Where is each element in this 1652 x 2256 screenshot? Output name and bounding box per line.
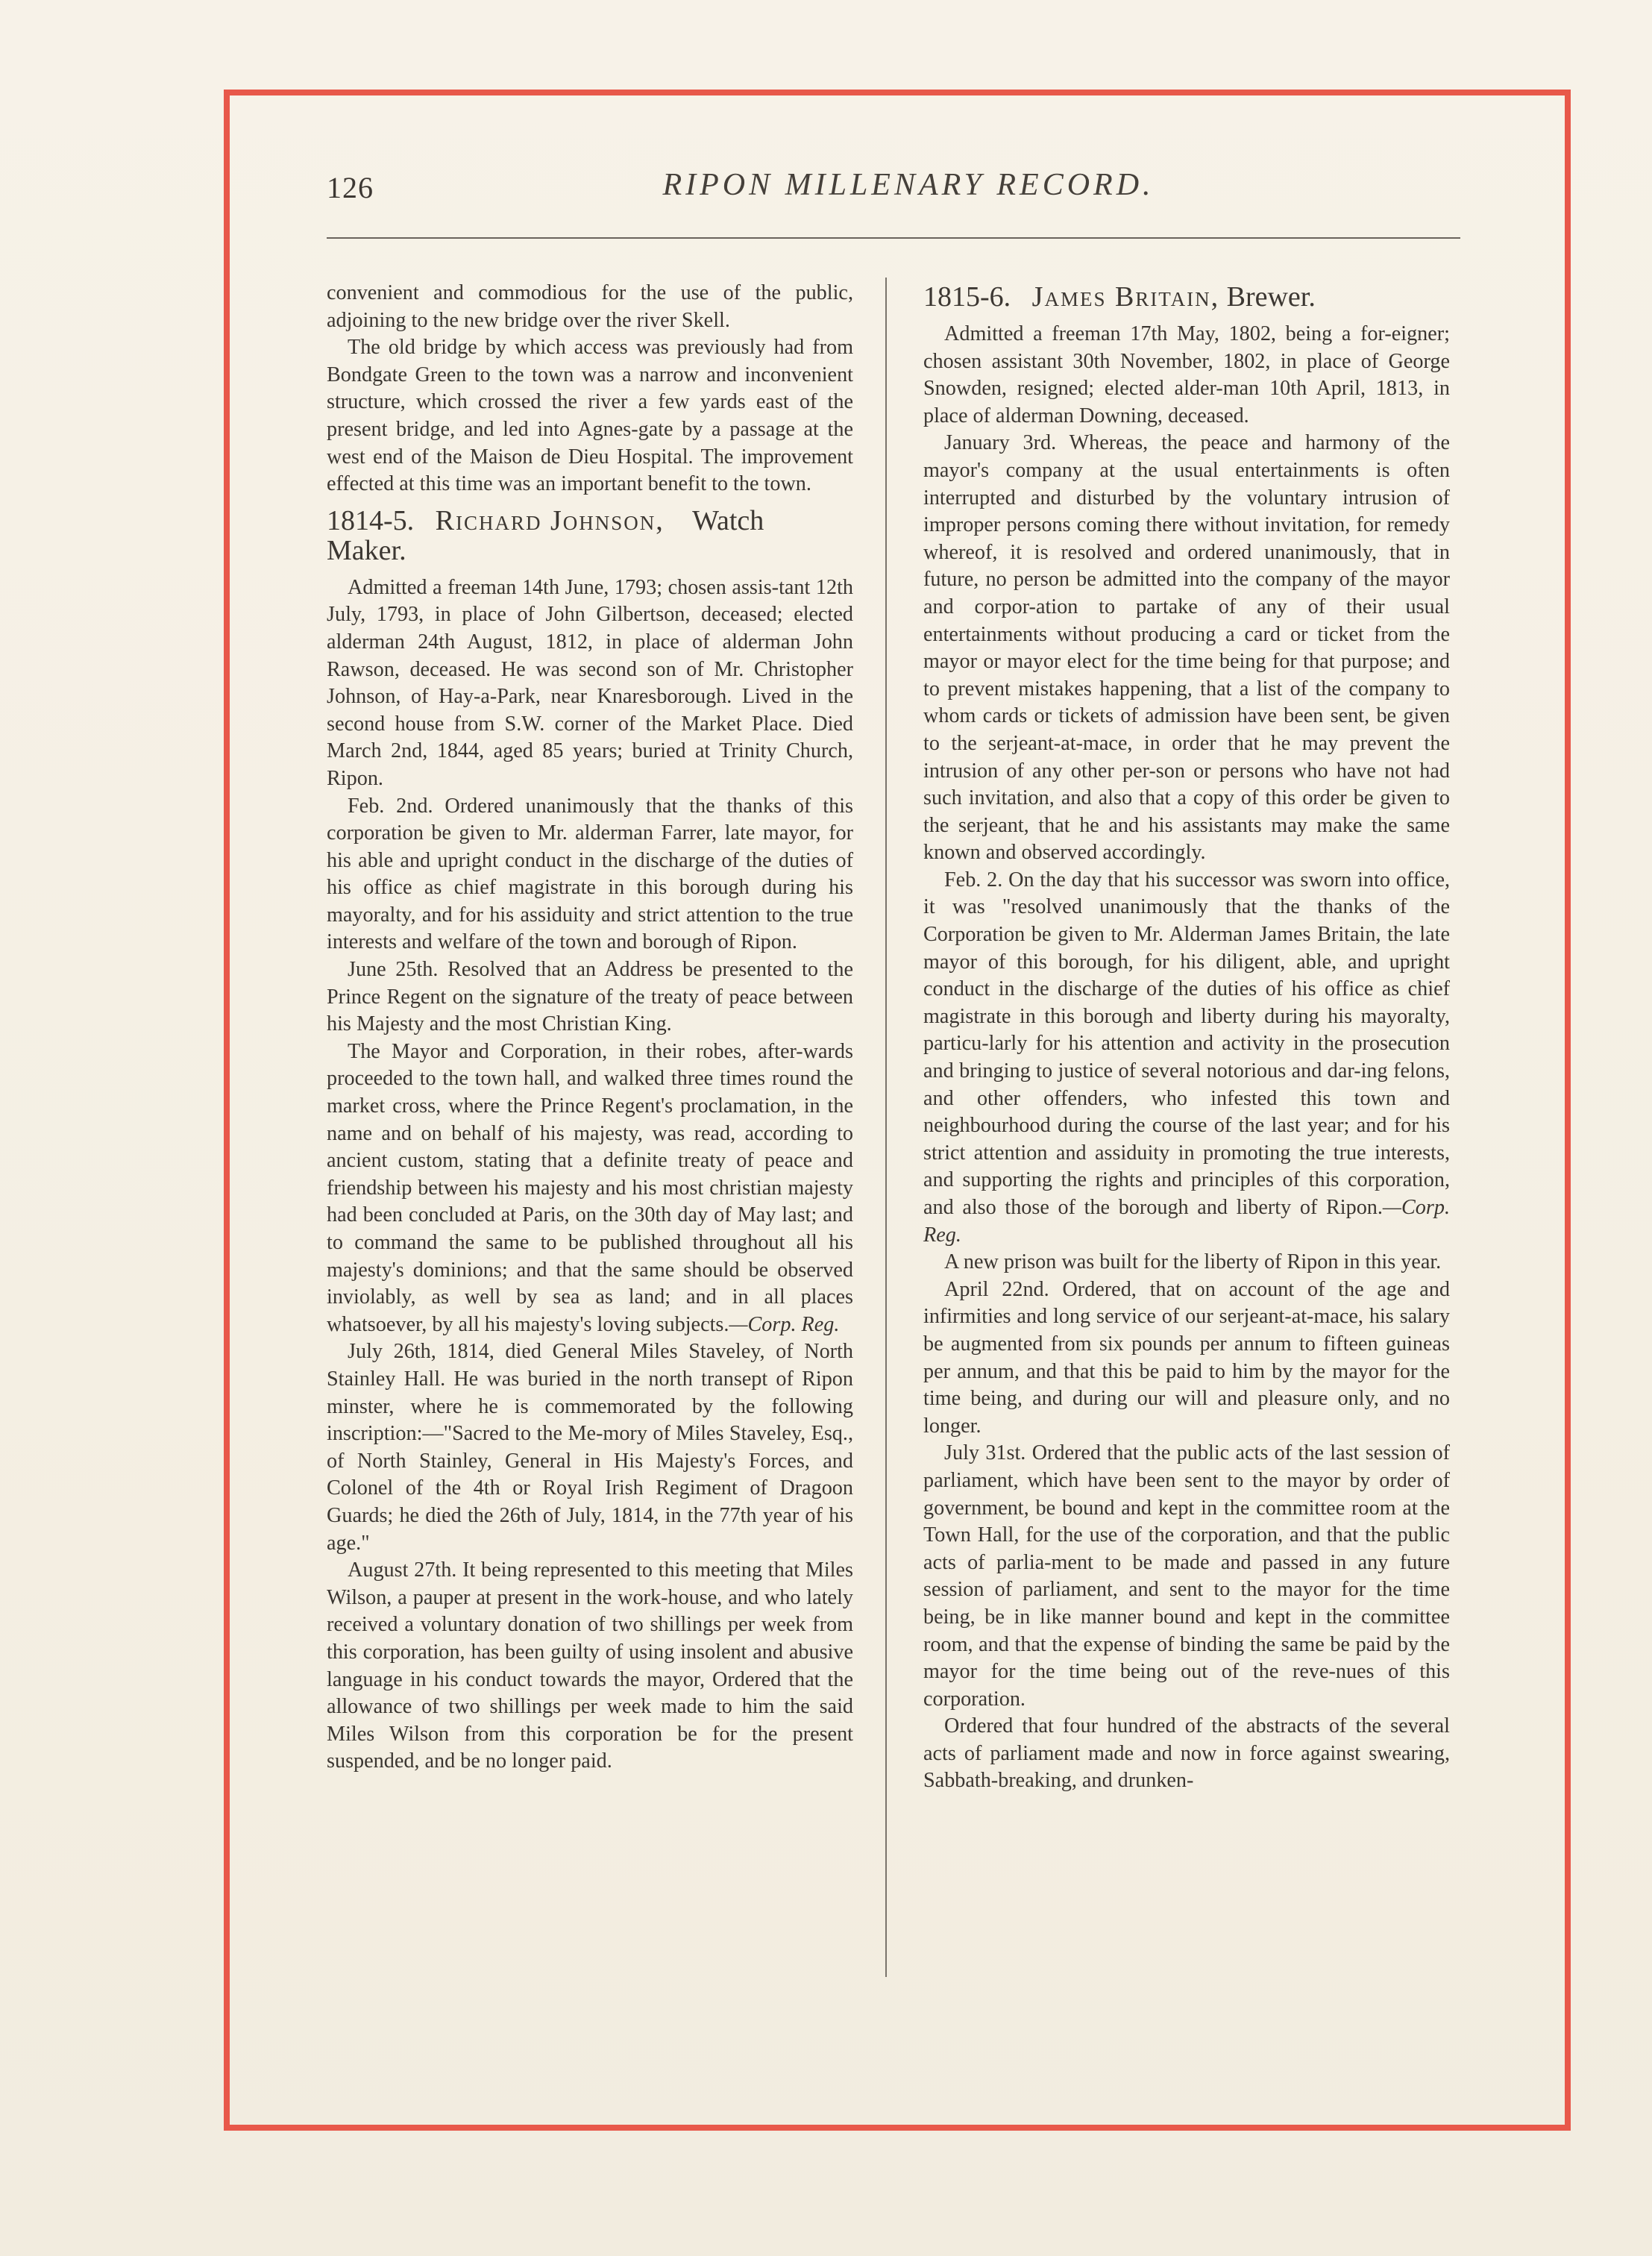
citation: —Corp. Reg. (729, 1312, 840, 1336)
entry-name: James Britain, (1031, 281, 1220, 313)
page-number: 126 (327, 171, 374, 204)
paragraph: July 26th, 1814, died General Miles Staveley, of North Stainley Hall. He was buried in the north transept of Ripon minster, where he is commemorated by the following inscription:—"Sacred to the Me-mory of Miles Staveley, Esq., of North Stainley, General in His Majesty's Forces, and Colonel of the 4th or Royal Irish Regiment of Dragoon Guards; he died the 26th of July, 1814, in the 77th year of his age." (327, 1340, 853, 1555)
entry-name: Richard Johnson, (435, 504, 665, 536)
paragraph-text: The Mayor and Corporation, in their robes, after-wards proceeded to the town hall, and walked three times round the market cross, where the Prince Regent's proclamation, in the name and on behalf of his majesty, was read, according to ancient custom, stating that a definite treaty of peace and friendship between his majesty and his most christian majesty had been concluded at Paris, on the 30th day of May last; and to command the same to be published throughout all his majesty's dominions; and that the same should be observed inviolably, as well by sea as land; and in all places whatsoever, by all his majesty's loving subjects. (327, 1039, 853, 1336)
running-title: RIPON MILLENARY RECORD. (662, 168, 1155, 202)
paragraph: January 3rd. Whereas, the peace and harmony of the mayor's company at the usual entertainments is often interrupted and disturbed by the voluntary intrusion of improper persons coming there without invitation, for remedy whereof, it is resolved and ordered unanimously, that in future, no person be admitted into the company of the mayor and corpor-ation to partake of any of their usual entertainments without producing a card or ticket from the mayor or mayor elect for the time being for that purpose; and to prevent mistakes happening, that a list of the company to whom cards or tickets of admission have been sent, be given to the serjeant-at-mace, in order that he may prevent the intrusion of any other per-son or persons who have not had such invitation, and also that a copy of this order be given to the serjeant, that he and his assistants may make the same known and observed accordingly. (923, 431, 1450, 865)
paragraph (923, 867, 1450, 1249)
left-column (327, 280, 853, 1776)
paragraph: convenient and commodious for the use of the public, adjoining to the new bridge over the river Skell. (327, 281, 853, 332)
entry-occupation-continued: Maker. (327, 534, 406, 566)
entry-occupation: Brewer. (1226, 281, 1316, 313)
paragraph: The old bridge by which access was previously had from Bondgate Green to the town was a narrow and inconvenient structure, which crossed the river a few yards east of the present bridge, and led into Agnes-gate by a passage at the west end of the Maison de Dieu Hospital. The improvement effected at this time was an important benefit to the town. (327, 336, 853, 496)
paragraph: Feb. 2nd. Ordered unanimously that the thanks of this corporation be given to Mr. alderman Farrer, late mayor, for his able and upright conduct in the discharge of the duties of his office as chief magistrate in this borough during his mayoralty, and for his assiduity and strict attention to the true interests and welfare of the town and borough of Ripon. (327, 794, 853, 954)
header-rule (327, 237, 1460, 239)
paragraph: April 22nd. Ordered, that on account of the age and infirmities and long service of our serjeant-at-mace, his salary be augmented from six pounds per annum to fifteen guineas per annum, and that this be paid to him by the mayor for the time being, and during our will and pleasure only, and no longer. (923, 1277, 1450, 1438)
right-column (923, 275, 1450, 1795)
entry-heading-1814 (327, 506, 853, 565)
column-divider (885, 278, 887, 1977)
entry-years: 1814-5. (327, 504, 415, 536)
entry-heading-1815 (923, 282, 1450, 312)
paragraph (327, 1038, 853, 1339)
paragraph: June 25th. Resolved that an Address be presented to the Prince Regent on the signature of the treaty of peace between his Majesty and the most Christian King. (327, 958, 853, 1036)
paragraph-text: Feb. 2. On the day that his successor was sworn into office, it was "resolved unanimously that the thanks of the Corporation be given to Mr. Alderman James Britain, the late mayor of this borough, for his diligent, able, and upright conduct in the discharge of the duties of his office as chief magistrate in this borough and liberty during his mayoralty, particu-larly for his attention and activity in the prosecution and bringing to justice of several notorious and dar-ing felons, and other offenders, who infested this town and neighbourhood during the course of the last year; and for his strict attention and assiduity in promoting the true interests, and supporting the rights and principles of this corporation, and also those of the borough and liberty of Ripon. (923, 868, 1450, 1219)
paragraph: A new prison was built for the liberty of Ripon in this year. (944, 1250, 1442, 1274)
entry-years: 1815-6. (923, 281, 1011, 313)
paragraph: Ordered that four hundred of the abstracts of the several acts of parliament made and now in force against swearing, Sabbath-breaking, and drunken- (923, 1714, 1450, 1793)
paragraph: Admitted a freeman 17th May, 1802, being a for-eigner; chosen assistant 30th November, 1802, in place of George Snowden, resigned; elected alder-man 10th April, 1813, in place of alderman Downing, deceased. (923, 322, 1450, 427)
page-header (327, 166, 1460, 218)
entry-occupation: Watch (692, 504, 764, 536)
paragraph: August 27th. It being represented to this meeting that Miles Wilson, a pauper at present in the work-house, and who lately received a voluntary donation of two shillings per week from this corporation, has been guilty of using insolent and abusive language in his conduct towards the mayor, Ordered that the allowance of two shillings per week made to him the said Miles Wilson from this corporation be for the present suspended, and be no longer paid. (327, 1558, 853, 1773)
paragraph: Admitted a freeman 14th June, 1793; chosen assis-tant 12th July, 1793, in place of John Gilbertson, deceased; elected alderman 24th August, 1812, in place of alderman John Rawson, deceased. He was second son of Mr. Christopher Johnson, of Hay-a-Park, near Knaresborough. Lived in the second house from S.W. corner of the Market Place. Died March 2nd, 1844, aged 85 years; buried at Trinity Church, Ripon. (327, 575, 853, 790)
citation: —Corp. Reg. (923, 1196, 1450, 1247)
paragraph: July 31st. Ordered that the public acts of the last session of parliament, which have been sent to the mayor by order of government, be bound and kept in the committee room at the Town Hall, for the use of the corporation, and that the public acts of parlia-ment to be made and passed in any future session of parliament, and sent to the mayor for the time being, be in like manner bound and kept in the committee room, and that the expense of binding the same be paid by the mayor for the time being out of the reve-nues of this corporation. (923, 1441, 1450, 1711)
